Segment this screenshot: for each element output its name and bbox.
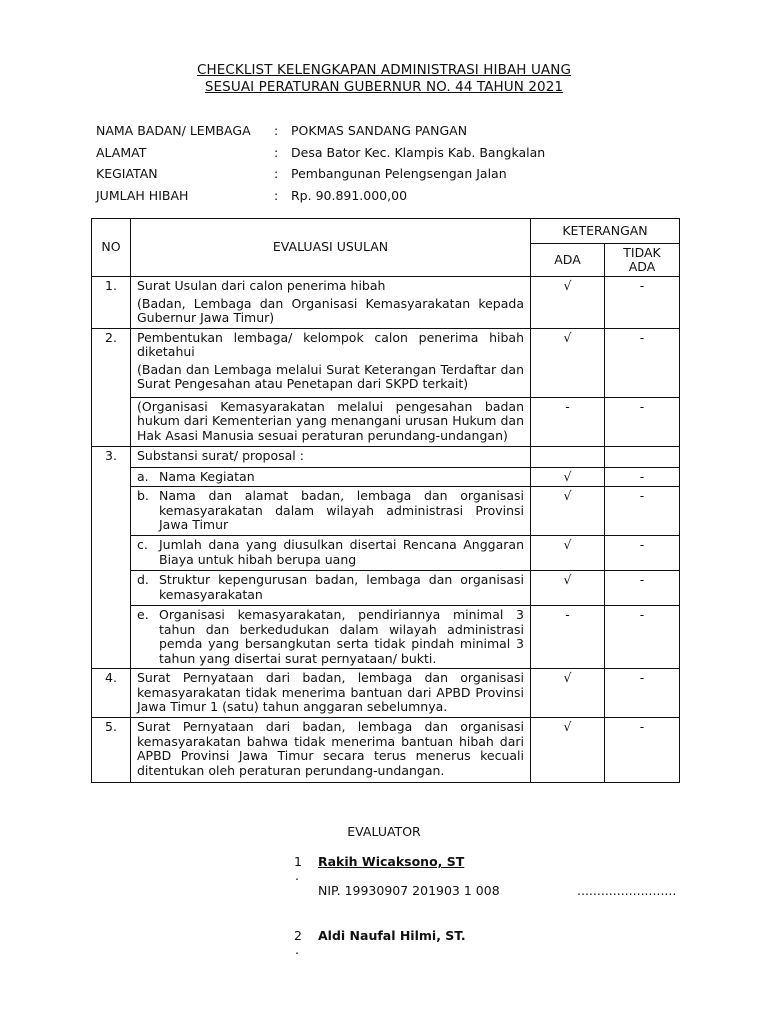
check-ada: √ (531, 277, 605, 329)
row-number: 3. (92, 446, 131, 669)
document-title-line-1: CHECKLIST KELENGKAPAN ADMINISTRASI HIBAH UANG (196, 62, 572, 78)
check-tidak-ada: - (605, 536, 680, 571)
table-row (92, 718, 680, 783)
row-text: Surat Pernyataan dari badan, lembaga dan organisasi kemasyarakatan tidak menerima bantuan dari APBD Provinsi Jawa Timur 1 (satu) tahun anggaran sebelumnya. (131, 669, 531, 718)
row-number: 2. (92, 328, 131, 446)
row-text: Pembentukan lembaga/ kelompok calon penerima hibah diketahui (137, 329, 524, 359)
item-letter: c. (137, 537, 148, 552)
evaluator-nip: NIP. 19930907 201903 1 008 (318, 883, 500, 898)
row-text: Substansi surat/ proposal : (131, 446, 531, 467)
row-content (131, 487, 531, 536)
row-note: (Organisasi Kemasyarakatan melalui pengesahan badan hukum dari Kementerian yang menangani urusan Hukum dan Hak Asasi Manusia sesuai peraturan perundang-undangan) (131, 397, 531, 446)
info-label: ALAMAT (96, 145, 147, 160)
info-colon: : (274, 166, 279, 181)
table-row (92, 397, 680, 446)
check-tidak-ada: - (605, 277, 680, 329)
check-tidak-ada: - (605, 397, 680, 446)
check-tidak-ada: - (605, 328, 680, 397)
row-text: Surat Usulan dari calon penerima hibah (137, 278, 386, 293)
item-text: Organisasi kemasyarakatan, pendiriannya minimal 3 tahun dan berkedudukan dalam wilayah administrasi pemda yang bersangkutan serta tidak pindah minimal 3 tahun yang disertai surat pernyataan/ bukti. (159, 607, 524, 666)
row-content (131, 467, 531, 487)
check-tidak-ada (605, 446, 680, 467)
row-number: 4. (92, 669, 131, 718)
item-letter: e. (137, 607, 149, 622)
evaluator-name: Rakih Wicaksono, ST (318, 854, 465, 869)
item-text: Jumlah dana yang diusulkan disertai Rencana Anggaran Biaya untuk hibah berupa uang (159, 537, 524, 567)
item-text: Nama dan alamat badan, lembaga dan organisasi kemasyarakatan dalam wilayah administrasi Provinsi Jawa Timur (159, 488, 524, 532)
table-row (92, 536, 680, 571)
evaluator-number-dot: . (295, 942, 299, 957)
check-ada: √ (531, 718, 605, 783)
row-note: (Badan, Lembaga dan Organisasi Kemasyarakatan kepada Gubernur Jawa Timur) (137, 295, 524, 325)
item-letter: b. (137, 488, 149, 503)
header-keterangan: KETERANGAN (531, 219, 680, 244)
info-value: Rp. 90.891.000,00 (291, 188, 408, 203)
check-ada: √ (531, 571, 605, 606)
table-row (92, 467, 680, 487)
check-tidak-ada: - (605, 606, 680, 669)
document-title-line-2: SESUAI PERATURAN GUBERNUR NO. 44 TAHUN 2021 (204, 79, 564, 95)
table-row (92, 606, 680, 669)
check-ada (531, 446, 605, 467)
item-text: Nama Kegiatan (159, 468, 255, 484)
check-ada: √ (531, 487, 605, 536)
check-ada: √ (531, 328, 605, 397)
check-tidak-ada: - (605, 718, 680, 783)
check-ada: √ (531, 536, 605, 571)
table-row (92, 328, 680, 397)
info-label: NAMA BADAN/ LEMBAGA (96, 123, 251, 138)
header-evaluasi: EVALUASI USULAN (131, 219, 531, 277)
header-tidak-ada: TIDAK ADA (605, 244, 680, 277)
table-row (92, 669, 680, 718)
check-tidak-ada: - (605, 487, 680, 536)
table-header-row (92, 219, 680, 244)
evaluator-number: 2 (294, 928, 302, 943)
evaluator-number: 1 (294, 854, 302, 869)
header-no: NO (92, 219, 131, 277)
info-value: POKMAS SANDANG PANGAN (291, 123, 468, 138)
check-ada: √ (531, 467, 605, 487)
info-colon: : (274, 145, 279, 160)
item-text: Struktur kepengurusan badan, lembaga dan organisasi kemasyarakatan (159, 572, 524, 602)
info-value: Pembangunan Pelengsengan Jalan (291, 166, 507, 181)
item-letter: d. (137, 572, 149, 587)
check-tidak-ada: - (605, 669, 680, 718)
signature-line: ......................... (577, 883, 677, 898)
table-row (92, 446, 680, 467)
info-colon: : (274, 188, 279, 203)
table-row (92, 277, 680, 329)
evaluator-heading: EVALUATOR (347, 824, 421, 839)
row-number: 5. (92, 718, 131, 783)
check-tidak-ada: - (605, 571, 680, 606)
row-content (131, 606, 531, 669)
table-row (92, 487, 680, 536)
row-text: Surat Pernyataan dari badan, lembaga dan organisasi kemasyarakatan bahwa tidak menerima bantuan hibah dari APBD Provinsi Jawa Timur secara terus menerus kecuali ditentukan oleh peraturan perundang-undangan. (131, 718, 531, 783)
evaluator-name: Aldi Naufal Hilmi, ST. (318, 928, 466, 943)
info-label: JUMLAH HIBAH (96, 188, 189, 203)
row-content (131, 277, 531, 329)
row-content (131, 571, 531, 606)
table-row (92, 571, 680, 606)
item-letter: a. (137, 468, 149, 484)
check-ada: - (531, 397, 605, 446)
row-content (131, 328, 531, 397)
check-ada: √ (531, 669, 605, 718)
info-value: Desa Bator Kec. Klampis Kab. Bangkalan (291, 145, 546, 160)
check-ada: - (531, 606, 605, 669)
row-number: 1. (92, 277, 131, 329)
check-tidak-ada: - (605, 467, 680, 487)
info-label: KEGIATAN (96, 166, 158, 181)
info-colon: : (274, 123, 279, 138)
evaluator-number-dot: . (295, 868, 299, 883)
header-ada: ADA (531, 244, 605, 277)
row-note: (Badan dan Lembaga melalui Surat Keterangan Terdaftar dan Surat Pengesahan atau Penetapan dari SKPD terkait) (137, 361, 524, 391)
evaluation-table (91, 218, 680, 783)
row-content (131, 536, 531, 571)
